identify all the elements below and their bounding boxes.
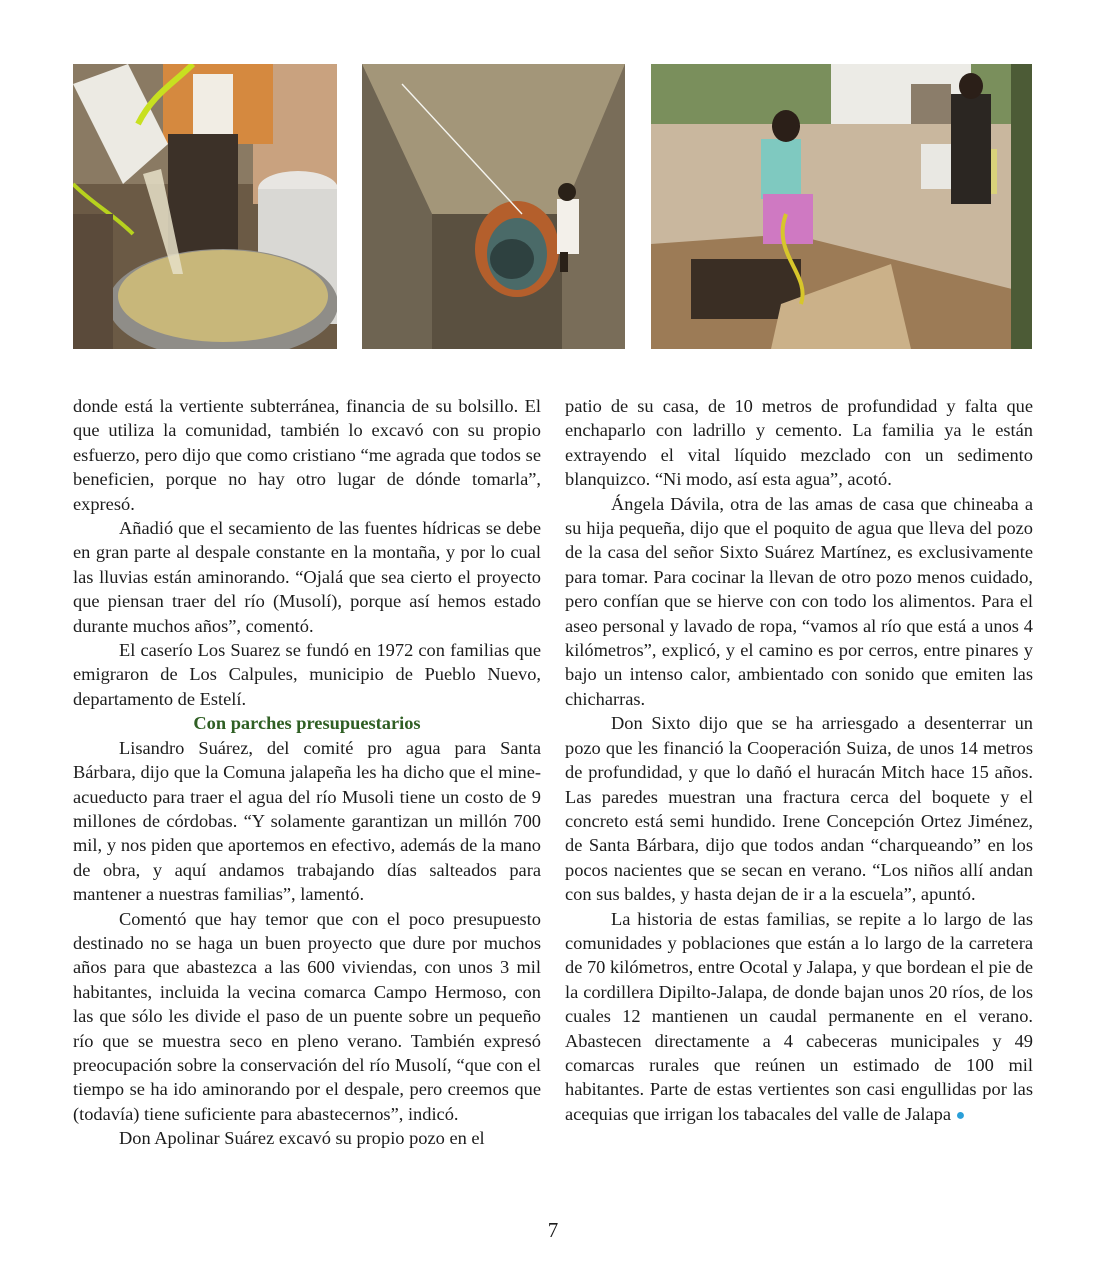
paragraph: El caserío Los Suarez se fundó en 1972 con familias que emigraron de Los Calpules, municipio de Pueblo Nuevo, departamento de Estelí. bbox=[73, 640, 541, 709]
paragraph: Añadió que el secamiento de las fuentes hídricas se debe en gran parte al despale constante en la montaña, y por lo cual las lluvias están aminorando. “Ojalá que sea cierto el proyecto que piensan traer del río (Musolí), porque así hemos estado durante muchos años”, comentó. bbox=[73, 518, 541, 636]
left-column bbox=[73, 394, 541, 1151]
paragraph: donde está la vertiente subterránea, financia de su bolsillo. El que utiliza la comunidad, también lo excavó con su propio esfuerzo, pero dijo que como cristiano “me agrada que todos se beneficien, porque no hay otro lugar de dónde tomarla”, expresó. bbox=[73, 396, 541, 514]
paragraph: patio de su casa, de 10 metros de profundidad y falta que enchaparlo con ladrillo y cemento. La familia ya le están extrayendo el vital líquido mezclado con un sedimento blanquizco. “Ni modo, así esta agua”, acotó. bbox=[565, 396, 1033, 490]
paragraph: Don Apolinar Suárez excavó su propio pozo en el bbox=[119, 1128, 485, 1149]
photo-woman-at-well bbox=[651, 64, 1032, 349]
section-subheading: Con parches presupuestarios bbox=[193, 713, 421, 734]
paragraph bbox=[565, 907, 1033, 1129]
photo-pouring-water bbox=[73, 64, 337, 349]
page-number: 7 bbox=[547, 1218, 559, 1242]
right-column bbox=[565, 394, 1033, 1128]
paragraph: Comentó que hay temor que con el poco presupuesto destinado no se haga un buen proyecto que dure por muchos años para que abastezca a las 600 viviendas, con unos 3 mil habitantes, incluida la vecina comarca Campo Hermoso, con las que sólo les divide el paso de un puente sobre un pequeño río que se muestra seco en pleno verano. También expresó preocupación sobre la conservación del río Musolí, “que con el tiempo se ha ido aminorando por el despale, pero creemos que (todavía) tiene suficiente para abastecernos”, indicó. bbox=[73, 908, 541, 1124]
photo-man-in-well bbox=[362, 64, 625, 349]
paragraph: Lisandro Suárez, del comité pro agua para Santa Bárbara, dijo que la Comuna jalapeña les ha dicho que el mine-acueducto para traer el agua del río Musoli tiene un costo de 9 millones de córdobas. “Y solamente garantizan un millón 700 mil, y nos piden que aportemos en efectivo, además de la mano de obra, y aquí andamos trabajando días salteados para mantener a nuestras familias”, lamentó. bbox=[73, 737, 541, 905]
paragraph: Ángela Dávila, otra de las amas de casa que chineaba a su hija pequeña, dijo que el poquito de agua que lleva del pozo de la casa del señor Sixto Suárez Martínez, es exclusivamente para tomar. Para cocinar la llevan de otro pozo menos cuidado, pero confían que se hierve con con todo los alimentos. Para el aseo personal y lavado de ropa, “vamos al río que está a unos 4 kilómetros”, explicó, y el camino es por cerros, entre pinares y bajo un intenso calor, ambientado con sonido que emiten las chicharras. bbox=[565, 493, 1033, 709]
paragraph: Don Sixto dijo que se ha arriesgado a desenterrar un pozo que les financió la Cooperación Suiza, de unos 14 metros de profundidad, y que lo dañó el huracán Mitch hace 15 años. Las paredes muestran una fractura cerca del boquete y el concreto está semi hundido. Irene Concepción Ortez Jiménez, de Santa Bárbara, dijo que todos andan “charqueando” en los pocos nacientes que se secan en verano. “Los niños allí andan con sus baldes, y hasta dejan de ir a la escuela”, apuntó. bbox=[565, 713, 1033, 905]
paragraph-text: La historia de estas familias, se repite a lo largo de las comunidades y poblaciones que están a lo largo de la carretera de 70 kilómetros, entre Ocotal y Jalapa, y que bordean el pie de la cordillera Dipilto-Jalapa, de donde bajan unos 20 ríos, de los cuales 12 mantienen un caudal permanente en el verano. Abastecen directamente a 4 cabeceras municipales y 49 comarcas rurales que reúnen un estimado de 100 mil habitantes. Parte de estas vertientes son casi engullidas por las acequias que irrigan los tabacales del valle de Jalapa bbox=[565, 908, 1033, 1124]
end-of-article-mark: ● bbox=[955, 1106, 966, 1124]
